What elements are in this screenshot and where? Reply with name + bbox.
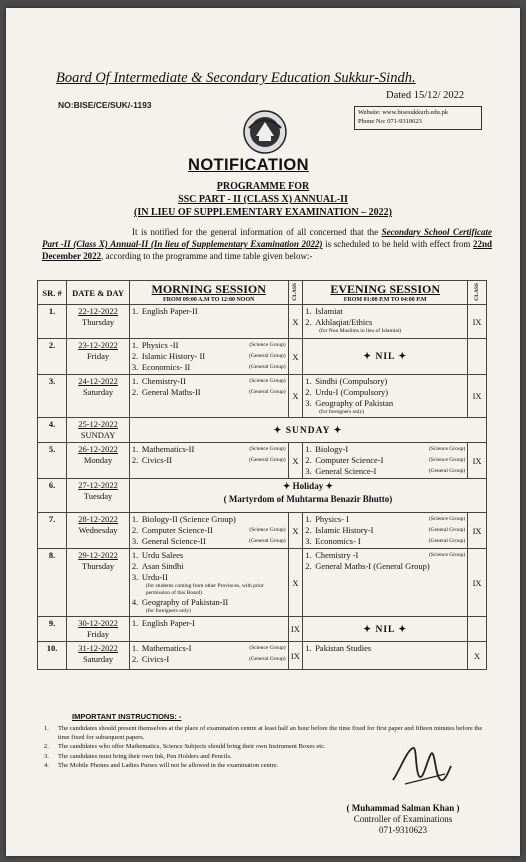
- phone: Phone No: 071-9310623: [358, 117, 422, 125]
- morning-class-cell: X: [288, 305, 303, 339]
- subject-line: 1. Mathematics-II (Science Group): [131, 444, 286, 454]
- date-cell: 24-12-2022 Saturday: [67, 375, 130, 418]
- evening-cell: [303, 642, 468, 670]
- header-sr: SR. #: [38, 281, 67, 305]
- subject-line: 1. English Paper-II: [131, 306, 198, 316]
- subject-line: 2. Islamic History-I (General Group): [305, 525, 466, 535]
- sr-cell: 3.: [38, 375, 67, 418]
- subject-line: 2. General Maths-II (General Group): [131, 387, 286, 397]
- evening-class-cell: IX: [468, 443, 487, 479]
- morning-cell: [129, 339, 288, 375]
- subject-line: 1. Pakistan Studies: [305, 643, 372, 653]
- morning-class-cell: X: [288, 443, 303, 479]
- table-row: [38, 305, 487, 339]
- morning-class-cell: X: [288, 549, 303, 617]
- subtitle-programme: PROGRAMME FOR: [216, 181, 310, 192]
- subtitle-ssc: SSC PART - II (CLASS X) ANNUAL-II: [178, 194, 348, 205]
- subject-line: 1. Physics- I (Science Group): [305, 514, 466, 524]
- sr-cell: 1.: [38, 305, 67, 339]
- controller-name: ( Muhammad Salman Khan ): [346, 803, 460, 813]
- morning-class-cell: IX: [288, 617, 303, 642]
- handwritten-signature: [385, 740, 455, 795]
- morning-cell: 1. Urdu Salees 2. Asan Sindhi 3. Urdu-II (for students coming from other Provinces, with prior permission of this Board) 4. Geography of Pakistan-II (for foreigners only): [129, 549, 288, 617]
- intro-paragraph: [42, 226, 492, 262]
- evening-class-cell: IX: [468, 513, 487, 549]
- issue-date: Dated 15/12/ 2022: [386, 90, 465, 101]
- header-morning: MORNING SESSION FROM 09:00 A.M TO 12:00 NOON: [129, 281, 288, 305]
- subject-line: 1. Physics -II (Science Group): [131, 340, 286, 350]
- subject-line: 1. Mathematics-I (Science Group): [131, 643, 286, 653]
- subject-line: 3. General Science-II (General Group): [131, 536, 286, 546]
- header-class-evening: CLASS: [468, 281, 487, 305]
- sr-cell: 6.: [38, 479, 67, 513]
- table-row: [38, 418, 487, 443]
- instruction-item: 3. The candidates must bring their own Ink, Pen Holders and Pencils.: [44, 752, 232, 760]
- contact-box: [354, 106, 482, 130]
- date-cell: 28-12-2022 Wednesday: [67, 513, 130, 549]
- morning-class-cell: IX: [288, 642, 303, 670]
- instruction-item: 2. The candidates who offer Mathematics, Science Subjects should bring their own Instrument Boxes etc.: [44, 743, 326, 750]
- subject-line: 2. Civics-I (General Group): [131, 654, 286, 664]
- subject-line: 2. Computer Science-I (Science Group): [305, 455, 466, 465]
- date-cell: 25-12-2022 SUNDAY: [67, 418, 130, 443]
- subject-line: 3. Geography of Pakistan: [305, 398, 394, 408]
- evening-class-cell: IX: [468, 549, 487, 617]
- subject-line: 3. Economics- II (General Group): [131, 362, 286, 372]
- morning-cell: [129, 443, 288, 479]
- sr-cell: 2.: [38, 339, 67, 375]
- subject-line: 2. Civics-II (General Group): [131, 455, 286, 465]
- subject-line: 2. Akhlaqiat/Ethics: [305, 317, 373, 327]
- evening-cell: [303, 513, 468, 549]
- subject-line: 3. Urdu-II: [131, 572, 168, 582]
- holiday-cell: ✦ Holiday ✦ ( Martyrdom of Muhtarma Benazir Bhutto): [129, 479, 486, 513]
- evening-class-cell: IX: [468, 305, 487, 339]
- subject-line: 1. Biology-II (Science Group): [131, 514, 236, 524]
- sr-cell: 7.: [38, 513, 67, 549]
- evening-cell: ✦ NIL ✦: [303, 617, 468, 642]
- instructions-heading: IMPORTANT INSTRUCTIONS: -: [72, 712, 182, 721]
- instruction-item: 1. The candidates should present themselves at the place of examination centre at least half an hour before the time fixed for first paper and fifteen minutes before the time fixed for subsequent papers.: [44, 725, 483, 741]
- sr-cell: 4.: [38, 418, 67, 443]
- subject-line: 2. Computer Science-II (Science Group): [131, 525, 286, 535]
- evening-class-cell: X: [468, 642, 487, 670]
- header-class-morning: CLASS: [288, 281, 303, 305]
- date-cell: 30-12-2022 Friday: [67, 617, 130, 642]
- subject-line: 2. Asan Sindhi: [131, 561, 184, 571]
- date-cell: 22-12-2022 Thursday: [67, 305, 130, 339]
- intro-text-3: , according to the programme and time table given below:-: [101, 251, 313, 261]
- morning-class-cell: X: [288, 513, 303, 549]
- sr-cell: 5.: [38, 443, 67, 479]
- morning-cell: [129, 513, 288, 549]
- date-cell: 31-12-2022 Saturday: [67, 642, 130, 670]
- table-row: [38, 479, 487, 513]
- intro-text-2: is scheduled to be held with effect from: [322, 239, 473, 249]
- table-row: [38, 443, 487, 479]
- morning-cell: [129, 617, 288, 642]
- subject-line: 1. Chemistry-II (Science Group): [131, 376, 286, 386]
- website: Website: www.bisesukkurh.edu.pk: [358, 109, 449, 116]
- table-row: [38, 617, 487, 642]
- subject-line: 3. Economics- I (General Group): [305, 536, 466, 546]
- table-row: [38, 642, 487, 670]
- subtitle-lieu: (IN LIEU OF SUPPLEMENTARY EXAMINATION – 2022): [134, 207, 392, 218]
- schedule-table: [37, 280, 487, 670]
- board-seal-logo: [243, 110, 287, 154]
- board-name: Board Of Intermediate & Secondary Education Sukkur-Sindh.: [56, 70, 416, 86]
- page-title: NOTIFICATION: [188, 156, 309, 174]
- subject-line: 2. Urdu-I (Compulsory): [305, 387, 389, 397]
- morning-cell: [129, 375, 288, 418]
- date-cell: 29-12-2022 Thursday: [67, 549, 130, 617]
- subject-line: 3. General Science-I (General Group): [305, 466, 466, 476]
- date-cell: 27-12-2022 Tuesday: [67, 479, 130, 513]
- morning-class-cell: X: [288, 339, 303, 375]
- controller-phone: 071-9310623: [379, 825, 427, 835]
- evening-class-cell: IX: [468, 375, 487, 418]
- table-row: [38, 549, 487, 617]
- evening-cell: 1. Islamiat 2. Akhlaqiat/Ethics (for Non Muslims in lieu of Islamiat): [303, 305, 468, 339]
- subject-line: 1. Urdu Salees: [131, 550, 184, 560]
- date-cell: 26-12-2022 Monday: [67, 443, 130, 479]
- reference-number: NO:BISE/CE/SUK/-1193: [58, 100, 152, 110]
- table-row: [38, 513, 487, 549]
- controller-designation: Controller of Examinations: [353, 814, 453, 824]
- header-evening: EVENING SESSION FROM 01:00 P.M TO 04:00 P.M: [303, 281, 468, 305]
- morning-class-cell: X: [288, 375, 303, 418]
- instruction-item: 4. The Mobile Phones and Ladies Purses will not be allowed in the examination centre.: [44, 762, 279, 769]
- morning-cell: [129, 305, 288, 339]
- intro-text-1: It is notified for the general information of all concerned that the: [132, 227, 382, 237]
- subject-line: 1. Biology-I (Science Group): [305, 444, 466, 454]
- subject-line: 1. Islamiat: [305, 306, 343, 316]
- table-row: [38, 339, 487, 375]
- evening-class-cell: [468, 339, 487, 375]
- sunday-cell: ✦ SUNDAY ✦: [129, 418, 486, 443]
- table-header-row: [38, 281, 487, 305]
- sr-cell: 10.: [38, 642, 67, 670]
- intro-certificate: Secondary School Certificate Part -II (Class X) Annual-II (In lieu of Supplementary Examination 2022): [42, 227, 492, 249]
- subject-line: 2. Islamic History- II (General Group): [131, 351, 286, 361]
- evening-class-cell: [468, 617, 487, 642]
- header-date: DATE & DAY: [67, 281, 130, 305]
- subject-line: 4. Geography of Pakistan-II: [131, 597, 229, 607]
- sr-cell: 9.: [38, 617, 67, 642]
- subject-line: 1. Chemistry -I (Science Group): [305, 550, 466, 560]
- sr-cell: 8.: [38, 549, 67, 617]
- intro-start-date: 22nd December 2022: [42, 239, 492, 261]
- table-row: [38, 375, 487, 418]
- evening-cell: [303, 549, 468, 617]
- subject-line: 2. General Maths-I (General Group): [305, 561, 430, 571]
- evening-cell: 1. Sindhi (Compulsory) 2. Urdu-I (Compulsory) 3. Geography of Pakistan (for foreigners only): [303, 375, 468, 418]
- subject-line: 1. English Paper-I: [131, 618, 195, 628]
- date-cell: 23-12-2022 Friday: [67, 339, 130, 375]
- controller-signature-block: [328, 803, 478, 836]
- morning-cell: [129, 642, 288, 670]
- subject-line: 1. Sindhi (Compulsory): [305, 376, 388, 386]
- evening-cell: [303, 443, 468, 479]
- evening-cell: ✦ NIL ✦: [303, 339, 468, 375]
